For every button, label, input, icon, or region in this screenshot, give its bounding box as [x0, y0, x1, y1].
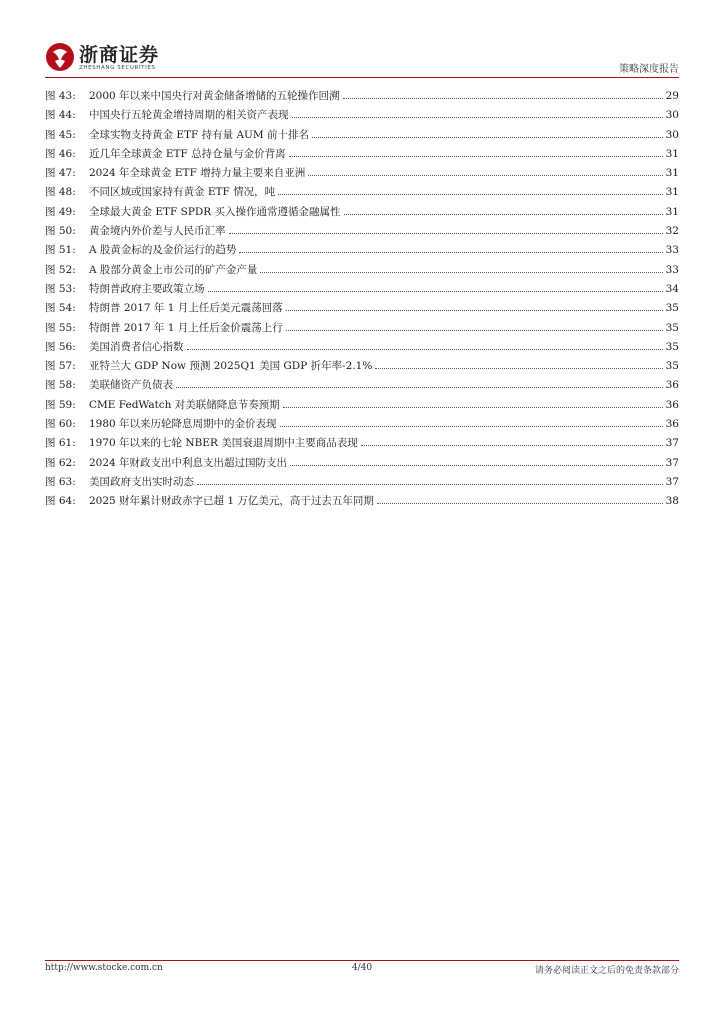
toc-dot-leader: [312, 137, 663, 138]
toc-dot-leader: [344, 214, 663, 215]
toc-entry-label: 图 59:: [45, 398, 76, 411]
toc-entry[interactable]: [45, 128, 679, 147]
toc-dot-leader: [286, 330, 663, 331]
toc-entry-label: 图 64:: [45, 495, 76, 508]
toc-entry-label: 图 63:: [45, 475, 76, 488]
toc-entry-page[interactable]: 36: [665, 418, 679, 431]
toc-entry-page[interactable]: 32: [665, 225, 679, 238]
toc-entry-title[interactable]: 2024 年财政支出中利息支出超过国防支出: [89, 456, 288, 469]
toc-entry-page[interactable]: 36: [665, 398, 679, 411]
toc-entry-title[interactable]: 特朗普政府主要政策立场: [89, 282, 205, 295]
header-divider: [45, 77, 679, 78]
toc-entry-title[interactable]: 近几年全球黄金 ETF 总持仓量与金价背离: [89, 147, 286, 160]
toc-entry[interactable]: [45, 108, 679, 127]
toc-entry-label: 图 61:: [45, 437, 76, 450]
toc-dot-leader: [176, 387, 663, 388]
toc-entry-title[interactable]: 黄金境内外价差与人民币汇率: [89, 225, 226, 238]
toc-entry-page[interactable]: 35: [665, 302, 679, 315]
toc-entry-title[interactable]: 2024 年全球黄金 ETF 增持力量主要来自亚洲: [89, 167, 306, 180]
toc-dot-leader: [280, 426, 663, 427]
toc-entry-label: 图 60:: [45, 418, 76, 431]
toc-entry-title[interactable]: 全球实物支持黄金 ETF 持有量 AUM 前十排名: [89, 128, 309, 141]
toc-entry-title[interactable]: A 股部分黄金上市公司的矿产金产量: [89, 263, 258, 276]
toc-entry-title[interactable]: 特朗普 2017 年 1 月上任后美元震荡回落: [89, 302, 283, 315]
toc-entry[interactable]: [45, 475, 679, 494]
toc-entry-title[interactable]: 2025 财年累计财政赤字已超 1 万亿美元，高于过去五年同期: [89, 495, 374, 508]
toc-entry-page[interactable]: 37: [665, 437, 679, 450]
toc-entry-title[interactable]: 特朗普 2017 年 1 月上任后金价震荡上行: [89, 321, 283, 334]
brand-logo-icon: [45, 42, 75, 72]
toc-entry-label: 图 48:: [45, 186, 76, 199]
toc-entry-title[interactable]: 美国消费者信心指数: [89, 340, 184, 353]
toc-entry[interactable]: [45, 205, 679, 224]
toc-entry-page[interactable]: 35: [665, 340, 679, 353]
toc-entry-page[interactable]: 30: [665, 109, 679, 122]
toc-entry-title[interactable]: 全球最大黄金 ETF SPDR 买入操作通常遵循金融属性: [89, 205, 341, 218]
toc-entry-title[interactable]: 不同区域或国家持有黄金 ETF 情况，吨: [89, 186, 276, 199]
toc-entry-label: 图 57:: [45, 360, 76, 373]
toc-entry[interactable]: [45, 263, 679, 282]
toc-entry-label: 图 54:: [45, 302, 76, 315]
toc-entry-label: 图 44:: [45, 109, 76, 122]
toc-entry-page[interactable]: 35: [665, 321, 679, 334]
toc-entry[interactable]: [45, 378, 679, 397]
toc-dot-leader: [229, 233, 663, 234]
toc-entry-label: 图 56:: [45, 340, 76, 353]
toc-entry[interactable]: [45, 398, 679, 417]
toc-entry-title[interactable]: 美国政府支出实时动态: [89, 475, 194, 488]
toc-entry[interactable]: [45, 301, 679, 320]
toc-entry-page[interactable]: 37: [665, 475, 679, 488]
toc-entry-label: 图 52:: [45, 263, 76, 276]
toc-entry-page[interactable]: 33: [665, 263, 679, 276]
toc-dot-leader: [292, 117, 663, 118]
page-number: 4/40: [351, 963, 373, 973]
toc-entry-page[interactable]: 31: [665, 205, 679, 218]
brand-name: 浙商证券: [79, 44, 160, 66]
toc-entry-label: 图 46:: [45, 147, 76, 160]
toc-entry-title[interactable]: 2000 年以来中国央行对黄金储备增储的五轮操作回溯: [89, 90, 340, 102]
toc-dot-leader: [208, 291, 663, 292]
toc-entry-page[interactable]: 30: [665, 128, 679, 141]
toc-entry-label: 图 53:: [45, 282, 76, 295]
toc-entry[interactable]: [45, 243, 679, 262]
toc-entry-page[interactable]: 31: [665, 147, 679, 160]
page-header: [45, 40, 679, 76]
toc-entry-page[interactable]: 37: [665, 456, 679, 469]
toc-entry[interactable]: [45, 147, 679, 166]
toc-dot-leader: [239, 252, 662, 253]
toc-dot-leader: [187, 349, 663, 350]
toc-entry-page[interactable]: 38: [665, 495, 679, 508]
toc-entry-label: 图 43:: [45, 90, 76, 102]
toc-entry-title[interactable]: CME FedWatch 对美联储降息节奏预期: [89, 398, 280, 411]
toc-entry[interactable]: [45, 89, 679, 108]
toc-entry-label: 图 50:: [45, 225, 76, 238]
toc-entry[interactable]: [45, 359, 679, 378]
toc-entry-page[interactable]: 29: [665, 90, 679, 102]
brand-subtitle: ZHESHANG SECURITIES: [79, 65, 156, 71]
toc-entry-label: 图 47:: [45, 167, 76, 180]
toc-entry[interactable]: [45, 282, 679, 301]
toc-dot-leader: [361, 445, 663, 446]
toc-entry[interactable]: [45, 224, 679, 243]
toc-entry[interactable]: [45, 321, 679, 340]
toc-dot-leader: [286, 310, 663, 311]
toc-entry-label: 图 49:: [45, 205, 76, 218]
toc-entry[interactable]: [45, 417, 679, 436]
toc-entry-label: 图 55:: [45, 321, 76, 334]
toc-entry-title[interactable]: A 股黄金标的及金价运行的趋势: [89, 244, 237, 257]
toc-entry-title[interactable]: 中国央行五轮黄金增持周期的相关资产表现: [89, 109, 289, 122]
toc-dot-leader: [308, 175, 662, 176]
toc-entry-title[interactable]: 亚特兰大 GDP Now 预测 2025Q1 美国 GDP 折年率-2.1%: [89, 360, 373, 373]
toc-dot-leader: [289, 156, 663, 157]
footer-url-link[interactable]: http://www.stocke.com.cn: [45, 963, 163, 973]
toc-entry[interactable]: [45, 436, 679, 455]
figure-index-list: [45, 89, 679, 514]
toc-dot-leader: [283, 407, 663, 408]
toc-entry-page[interactable]: 35: [665, 360, 679, 373]
toc-dot-leader: [375, 368, 662, 369]
toc-entry-title[interactable]: 1980 年以来历轮降息周期中的金价表现: [89, 418, 277, 431]
toc-entry-title[interactable]: 美联储资产负债表: [89, 379, 173, 392]
toc-entry-label: 图 51:: [45, 244, 76, 257]
toc-dot-leader: [278, 194, 662, 195]
toc-entry[interactable]: [45, 185, 679, 204]
toc-entry-page[interactable]: 31: [665, 186, 679, 199]
toc-dot-leader: [260, 272, 662, 273]
toc-entry[interactable]: [45, 166, 679, 185]
toc-dot-leader: [343, 98, 663, 99]
page-footer: [45, 963, 679, 977]
toc-dot-leader: [377, 503, 663, 504]
toc-entry[interactable]: [45, 456, 679, 475]
toc-dot-leader: [290, 465, 663, 466]
toc-entry-page[interactable]: 34: [665, 282, 679, 295]
report-type-label: 策略深度报告: [619, 64, 679, 75]
footer-divider: [45, 960, 679, 961]
toc-entry-label: 图 45:: [45, 128, 76, 141]
toc-entry-label: 图 62:: [45, 456, 76, 469]
toc-dot-leader: [197, 484, 663, 485]
toc-entry-page[interactable]: 36: [665, 379, 679, 392]
toc-entry-page[interactable]: 31: [665, 167, 679, 180]
toc-entry[interactable]: [45, 494, 679, 513]
toc-entry-title[interactable]: 1970 年以来的七轮 NBER 美国衰退周期中主要商品表现: [89, 437, 358, 450]
disclaimer-note: 请务必阅读正文之后的免责条款部分: [534, 966, 679, 976]
toc-entry-label: 图 58:: [45, 379, 76, 392]
toc-entry[interactable]: [45, 340, 679, 359]
toc-entry-page[interactable]: 33: [665, 244, 679, 257]
